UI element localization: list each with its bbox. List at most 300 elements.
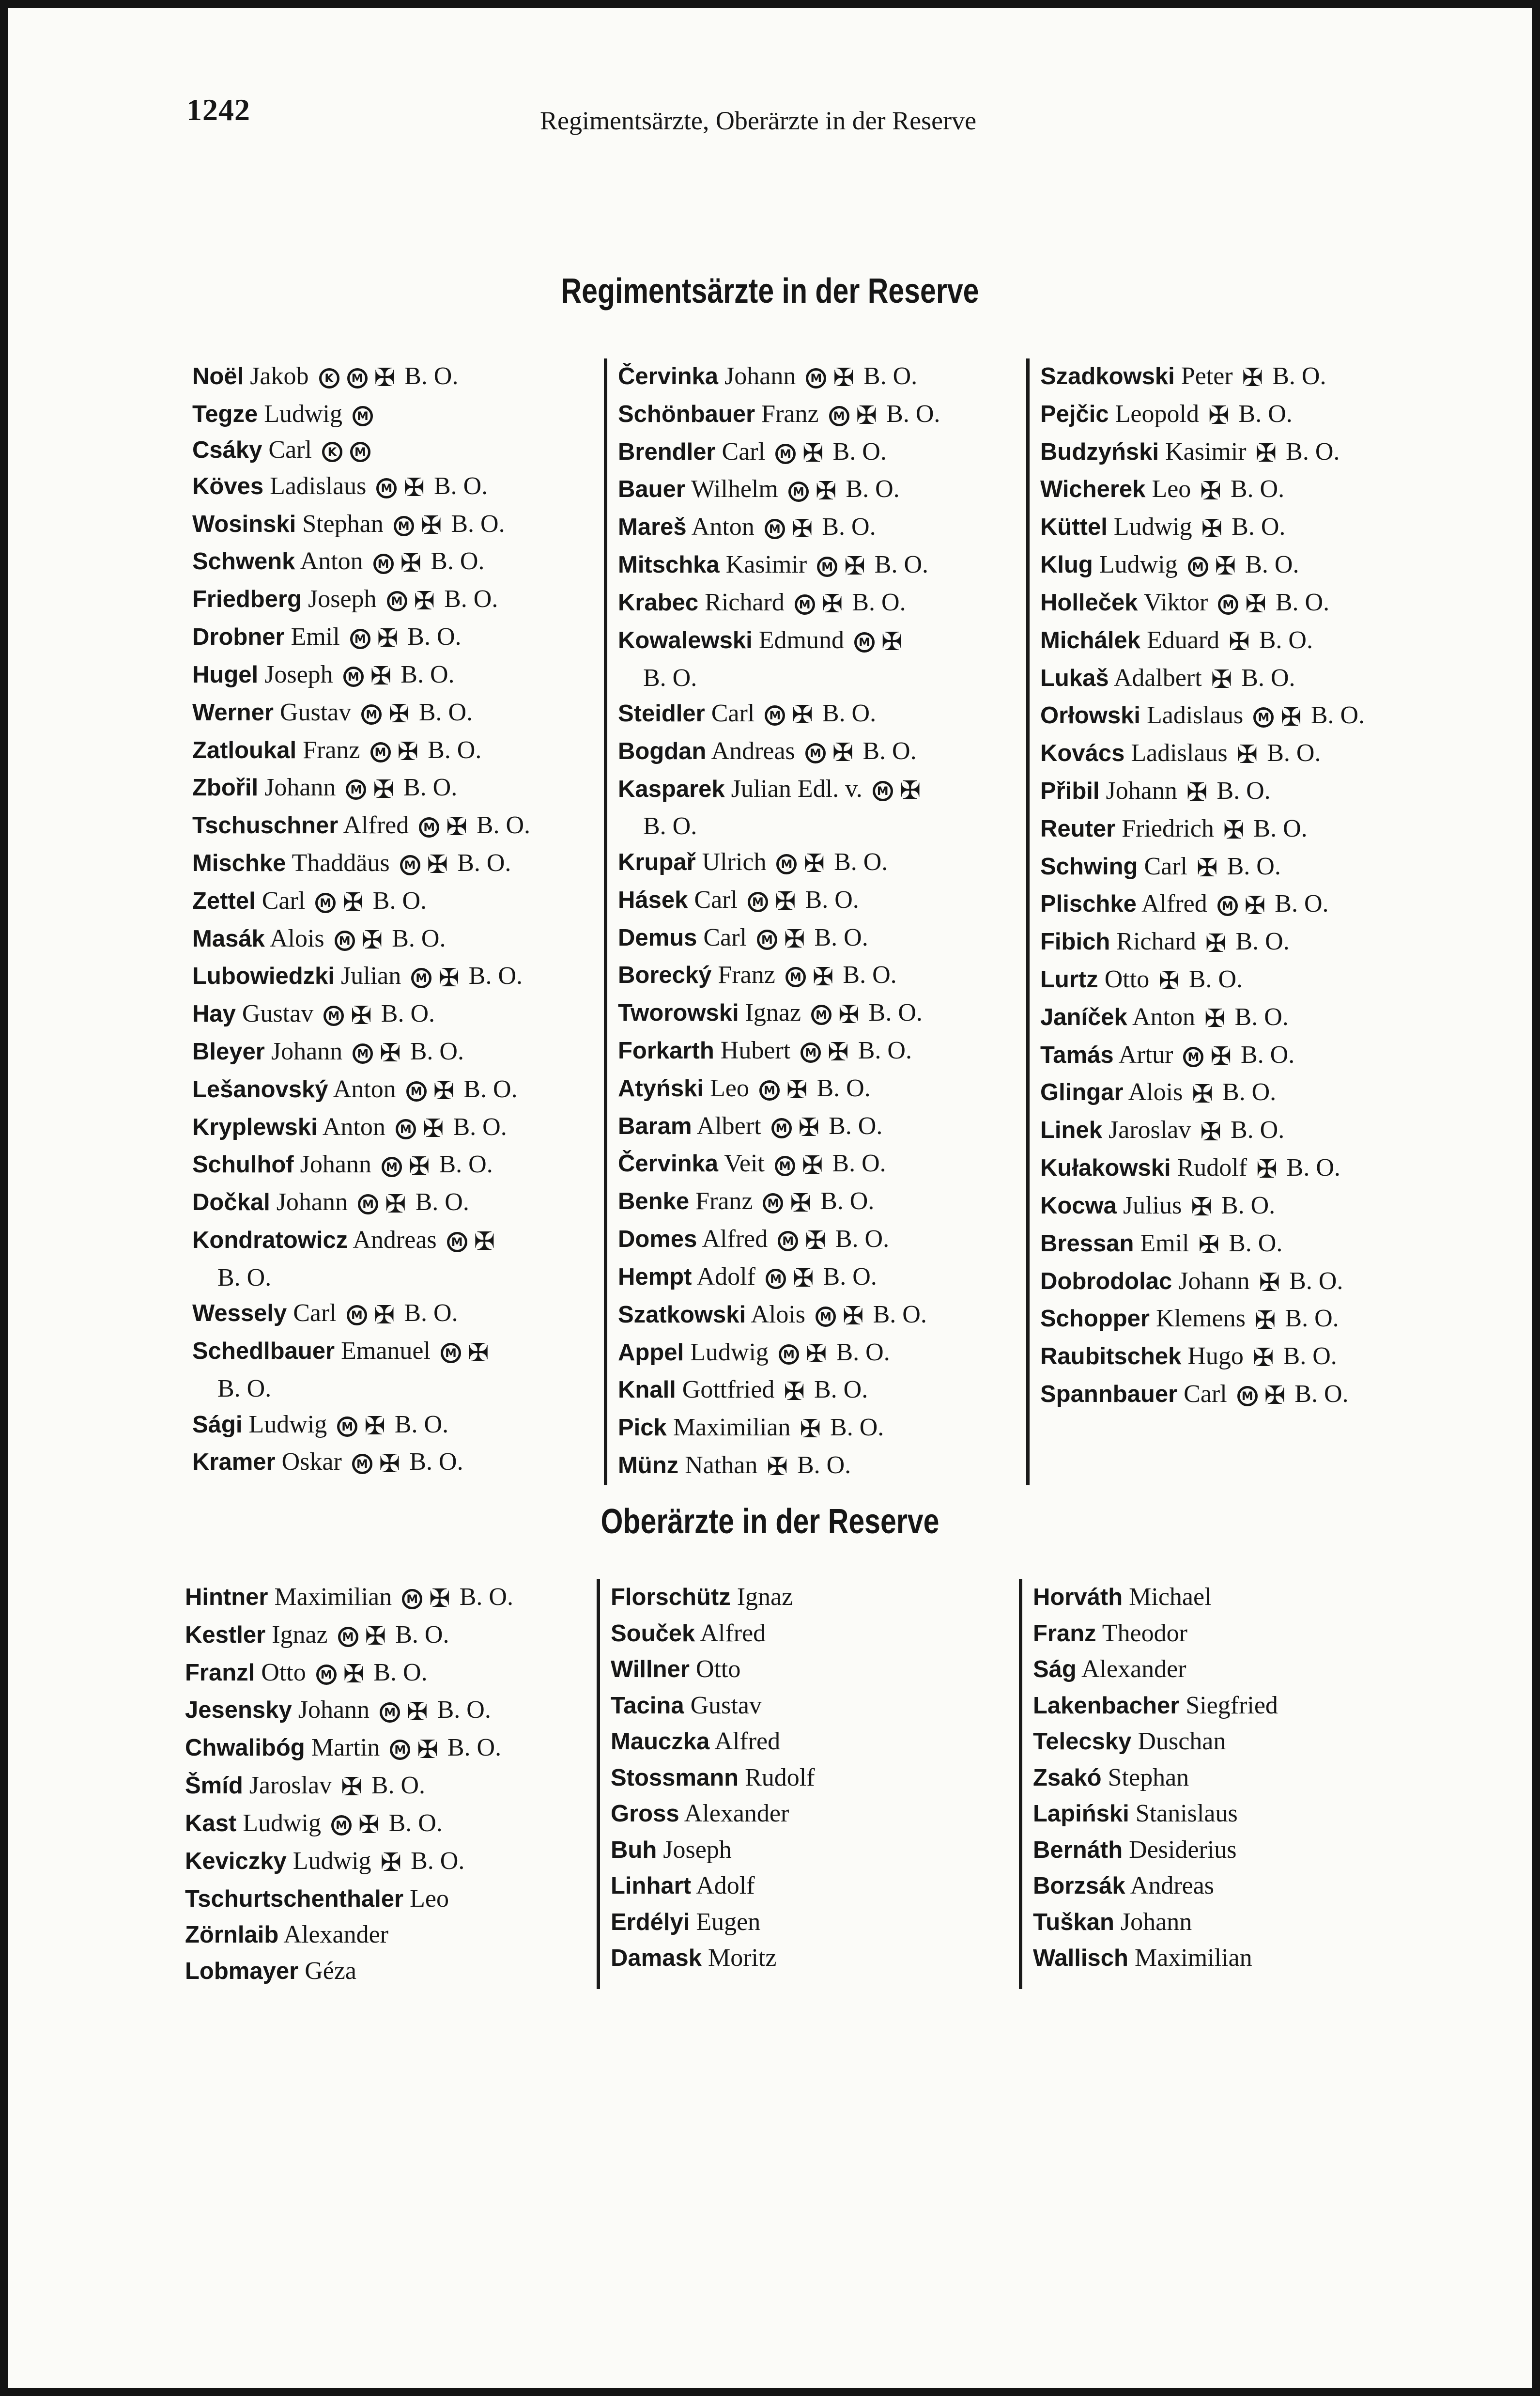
entry-given-name: Duschan (1138, 1727, 1226, 1755)
list-item (618, 509, 1026, 547)
entry-surname: Lešanovský (192, 1076, 328, 1103)
bo-abbrev: B. O. (404, 1299, 458, 1327)
bo-abbrev: B. O. (437, 1696, 491, 1724)
list-item (192, 1371, 604, 1407)
cross-icon: ✠ (828, 1038, 849, 1067)
bo-abbrev: B. O. (415, 1188, 469, 1216)
m-medal-icon: M (447, 1232, 467, 1252)
entry-surname: Mareš (618, 514, 687, 541)
list-item (1040, 1112, 1448, 1150)
regimentsaerzte-columns (182, 358, 1448, 1485)
cross-icon: ✠ (397, 737, 419, 766)
entry-surname: Lurtz (1040, 966, 1098, 993)
entry-surname: Wallisch (1033, 1945, 1128, 1971)
list-item (1040, 471, 1448, 509)
entry-given-name: Ludwig (248, 1410, 327, 1438)
entry-given-name: Jaroslav (249, 1772, 332, 1800)
cross-icon: ✠ (803, 849, 825, 879)
entry-surname: Borecký (618, 962, 712, 989)
list-item (1040, 999, 1448, 1037)
entry-given-name: Ulrich (702, 848, 767, 876)
bo-abbrev: B. O. (468, 962, 523, 990)
entry-given-name: Carl (1144, 852, 1187, 880)
m-medal-icon: M (765, 519, 785, 539)
list-item (1040, 849, 1448, 887)
bo-abbrev: B. O. (814, 1376, 868, 1404)
cross-icon: ✠ (798, 1113, 820, 1142)
bo-abbrev: B. O. (814, 923, 868, 951)
list-item (1040, 1188, 1448, 1226)
entry-surname: Bleyer (192, 1039, 265, 1065)
entry-given-name: Johann (1178, 1267, 1250, 1295)
entry-surname: Baram (618, 1113, 692, 1139)
entry-given-name: Ludwig (1113, 513, 1192, 541)
bo-abbrev: B. O. (392, 924, 446, 952)
list-item (1040, 434, 1448, 472)
list-item (192, 544, 604, 581)
cross-icon: ✠ (1201, 514, 1223, 544)
m-medal-icon: M (811, 1005, 832, 1025)
entry-given-name: Leo (1152, 475, 1191, 503)
cross-icon: ✠ (1200, 1117, 1221, 1147)
entry-surname: Lapiński (1033, 1801, 1129, 1827)
cross-icon: ✠ (786, 1075, 808, 1105)
m-medal-icon: M (338, 1627, 358, 1647)
list-item (618, 547, 1026, 585)
list-item (618, 1259, 1026, 1297)
entry-surname: Kasparek (618, 776, 725, 802)
bo-abbrev: B. O. (447, 1734, 502, 1762)
regimentsaerzte-column-3 (1026, 358, 1448, 1485)
bo-abbrev: B. O. (439, 1151, 493, 1179)
cross-icon: ✠ (899, 776, 921, 805)
bo-abbrev: B. O. (1286, 1154, 1340, 1182)
entry-surname: Bressan (1040, 1230, 1134, 1257)
entry-surname: Domes (618, 1226, 697, 1253)
list-item (1033, 1832, 1441, 1868)
list-item (611, 1760, 1019, 1796)
entry-surname: Lukaš (1040, 665, 1109, 691)
entry-given-name: Ladislaus (1131, 739, 1228, 767)
entry-surname: Klug (1040, 552, 1093, 578)
cross-icon: ✠ (400, 548, 422, 578)
cross-icon: ✠ (1205, 929, 1227, 958)
cross-icon: ✠ (812, 962, 834, 992)
bo-abbrev: B. O. (418, 698, 473, 726)
section-title-oberaerzte: Oberärzte in der Reserve (601, 1502, 939, 1541)
m-medal-icon: M (801, 1042, 821, 1063)
list-item (618, 882, 1026, 920)
list-item (1040, 1226, 1448, 1263)
bo-abbrev: B. O. (463, 1075, 518, 1103)
entry-given-name: Stanislaus (1135, 1800, 1238, 1827)
m-medal-icon: M (376, 478, 397, 498)
entry-given-name: Nathan (685, 1451, 758, 1479)
entry-surname: Küttel (1040, 514, 1108, 541)
m-medal-icon: M (361, 704, 382, 725)
list-item (1040, 773, 1448, 811)
list-item (1040, 358, 1448, 396)
entry-given-name: Emanuel (341, 1337, 431, 1365)
entry-surname: Červinka (618, 1151, 719, 1177)
list-item (618, 733, 1026, 771)
entry-given-name: Carl (703, 923, 747, 951)
cross-icon: ✠ (342, 888, 364, 918)
entry-given-name: Alfred (702, 1225, 768, 1253)
list-item (618, 1221, 1026, 1259)
cross-icon: ✠ (1223, 816, 1245, 845)
entry-surname: Holleček (1040, 589, 1138, 616)
entry-given-name: Franz (761, 400, 819, 428)
cross-icon: ✠ (1198, 1230, 1220, 1260)
bo-abbrev: B. O. (797, 1451, 851, 1479)
m-medal-icon: M (352, 1454, 372, 1474)
entry-given-name: Carl (711, 700, 755, 727)
cross-icon: ✠ (361, 925, 383, 955)
list-item (192, 1260, 604, 1296)
entry-surname: Szadkowski (1040, 363, 1175, 389)
entry-given-name: Maximilian (673, 1414, 791, 1442)
list-item (618, 396, 1026, 434)
entry-surname: Tuškan (1033, 1909, 1114, 1935)
bo-abbrev: B. O. (1286, 437, 1340, 466)
m-medal-icon: M (805, 743, 826, 763)
cross-icon: ✠ (790, 1188, 812, 1218)
entry-given-name: Johann (276, 1188, 348, 1216)
entry-given-name: Viktor (1143, 588, 1208, 616)
cross-icon: ✠ (833, 363, 854, 393)
entry-surname: Schönbauer (618, 401, 755, 427)
m-medal-icon: M (817, 557, 837, 577)
list-item (185, 1692, 597, 1730)
bo-abbrev: B. O. (1238, 400, 1293, 428)
list-item (185, 1843, 597, 1881)
bo-abbrev: B. O. (1230, 475, 1285, 503)
entry-given-name: Artur (1118, 1041, 1173, 1069)
m-medal-icon: M (373, 554, 394, 574)
cross-icon: ✠ (343, 1659, 365, 1689)
entry-surname: Knall (618, 1377, 676, 1403)
entry-surname: Münz (618, 1452, 679, 1478)
entry-given-name: Desiderius (1129, 1836, 1237, 1864)
list-item (192, 921, 604, 959)
cross-icon: ✠ (370, 662, 392, 691)
list-item (192, 1072, 604, 1109)
entry-given-name: Alfred (1141, 890, 1207, 918)
m-medal-icon: M (346, 779, 366, 800)
cross-icon: ✠ (1200, 476, 1221, 506)
list-item (618, 622, 1026, 660)
list-item (1040, 1150, 1448, 1188)
entry-surname: Sági (192, 1411, 243, 1438)
bo-abbrev: B. O. (1221, 1191, 1276, 1219)
list-item (192, 958, 604, 996)
entry-given-name: Leo (410, 1884, 449, 1913)
entry-given-name: Julian (341, 962, 401, 990)
m-medal-icon: M (795, 594, 815, 615)
list-item (1033, 1579, 1441, 1616)
entry-given-name: Franz (303, 736, 360, 764)
entry-surname: Kovács (1040, 740, 1125, 767)
list-item (1040, 1074, 1448, 1112)
oberaerzte-column-2 (597, 1579, 1019, 1989)
list-item (618, 1108, 1026, 1146)
bo-abbrev: B. O. (1241, 664, 1295, 692)
bo-abbrev: B. O. (858, 1037, 912, 1064)
m-medal-icon: M (387, 591, 407, 611)
entry-surname: Atyński (618, 1075, 704, 1102)
entry-given-name: Alfred (700, 1619, 766, 1647)
cross-icon: ✠ (1242, 363, 1263, 393)
cross-icon: ✠ (427, 850, 448, 880)
cross-icon: ✠ (1215, 552, 1236, 581)
m-medal-icon: M (766, 1269, 786, 1289)
list-item (1033, 1724, 1441, 1760)
bo-abbrev: B. O. (1222, 1078, 1277, 1106)
list-item (1040, 924, 1448, 962)
cross-icon: ✠ (784, 924, 805, 954)
list-item (185, 1730, 597, 1768)
m-medal-icon: M (380, 1702, 400, 1723)
entry-given-name: Martin (311, 1734, 380, 1762)
entry-surname: Raubitschek (1040, 1343, 1182, 1370)
entry-surname: Přibil (1040, 778, 1100, 804)
bo-abbrev: B. O. (1253, 814, 1308, 842)
list-item (1040, 547, 1448, 585)
bo-abbrev: B. O. (1245, 551, 1299, 579)
cross-icon: ✠ (388, 700, 410, 729)
list-item (1040, 622, 1448, 660)
m-medal-icon: M (316, 1665, 337, 1685)
list-item (192, 1333, 604, 1371)
list-item (1033, 1616, 1441, 1652)
entry-given-name: Alexander (283, 1921, 388, 1948)
entry-given-name: Anton (300, 547, 363, 576)
cross-icon: ✠ (1208, 401, 1230, 431)
entry-given-name: Carl (262, 887, 306, 915)
list-item (1040, 1263, 1448, 1301)
entry-surname: Budzyński (1040, 438, 1159, 465)
entry-given-name: Carl (293, 1299, 337, 1327)
m-medal-icon: M (323, 1006, 344, 1026)
bo-abbrev: B. O. (431, 547, 485, 576)
page-number: 1242 (186, 93, 250, 127)
entry-surname: Wicherek (1040, 476, 1146, 503)
entry-surname: Schulhof (192, 1151, 294, 1178)
bo-abbrev: B. O. (822, 700, 877, 727)
list-item (1040, 660, 1448, 698)
list-item (192, 619, 604, 657)
entry-given-name: Johann (1106, 777, 1177, 805)
cross-icon: ✠ (784, 1377, 805, 1406)
list-item (1033, 1940, 1441, 1976)
cross-icon: ✠ (420, 511, 442, 540)
entry-surname: Telecsky (1033, 1728, 1132, 1755)
cross-icon: ✠ (800, 1415, 821, 1444)
m-medal-icon: M (1188, 557, 1208, 577)
entry-given-name: Thaddäus (292, 849, 390, 877)
entry-surname: Kondratowicz (192, 1227, 348, 1254)
list-item (1033, 1904, 1441, 1941)
cross-icon: ✠ (374, 363, 396, 393)
regimentsaerzte-column-1 (182, 358, 604, 1485)
cross-icon: ✠ (446, 812, 467, 842)
m-medal-icon: M (419, 817, 439, 838)
entry-given-name: Alois (751, 1300, 805, 1328)
list-item (192, 883, 604, 921)
entry-surname: Zatloukal (192, 737, 297, 763)
bo-abbrev: B. O. (388, 1809, 443, 1837)
entry-given-name: Anton (322, 1113, 385, 1141)
oberaerzte-column-1 (174, 1579, 597, 1989)
list-item (618, 1071, 1026, 1108)
m-medal-icon: M (358, 1194, 378, 1214)
cross-icon: ✠ (467, 1338, 489, 1368)
list-item (192, 468, 604, 506)
entry-surname: Bogdan (618, 738, 707, 764)
entry-surname: Keviczky (185, 1848, 287, 1874)
m-medal-icon: M (1218, 594, 1238, 615)
bo-abbrev: B. O. (862, 737, 917, 765)
m-medal-icon: M (331, 1815, 352, 1836)
bo-abbrev: B. O. (1227, 852, 1281, 880)
entry-surname: Wosinski (192, 511, 296, 537)
entry-given-name: Joseph (663, 1836, 732, 1864)
bo-abbrev: B. O. (409, 1448, 463, 1476)
list-item (1033, 1688, 1441, 1724)
entry-surname: Reuter (1040, 815, 1116, 842)
entry-given-name: Adolf (696, 1262, 755, 1291)
entry-given-name: Carl (268, 436, 312, 464)
entry-surname: Linek (1040, 1117, 1102, 1144)
m-medal-icon: M (765, 705, 785, 726)
list-item (192, 1444, 604, 1482)
k-medal-icon: K (322, 442, 342, 462)
bo-abbrev: B. O. (217, 1263, 272, 1291)
list-item (185, 1953, 597, 1990)
list-item (1040, 396, 1448, 434)
entry-surname: Chwalibóg (185, 1735, 305, 1761)
list-item (618, 844, 1026, 882)
entry-surname: Fibich (1040, 929, 1110, 955)
entry-given-name: Anton (1132, 1003, 1195, 1031)
list-item (192, 1147, 604, 1184)
cross-icon: ✠ (805, 1226, 826, 1256)
entry-given-name: Leo (710, 1074, 749, 1102)
cross-icon: ✠ (856, 401, 878, 431)
bo-abbrev: B. O. (873, 1300, 927, 1328)
bo-abbrev: B. O. (1188, 965, 1243, 993)
cross-icon: ✠ (1259, 1268, 1280, 1297)
entry-given-name: Maximilian (274, 1583, 392, 1611)
entry-surname: Zörnlaib (185, 1922, 279, 1948)
cross-icon: ✠ (1191, 1193, 1212, 1222)
list-item (192, 657, 604, 695)
entry-surname: Appel (618, 1339, 684, 1366)
entry-given-name: Gustav (242, 1000, 314, 1028)
entry-given-name: Friedrich (1122, 814, 1214, 842)
bo-abbrev: B. O. (410, 1038, 464, 1065)
entry-given-name: Ignaz (737, 1583, 793, 1611)
bo-abbrev: B. O. (886, 400, 940, 428)
entry-given-name: Jakob (250, 362, 309, 390)
entry-given-name: Rudolf (745, 1763, 815, 1791)
entry-surname: Hintner (185, 1584, 268, 1610)
list-item (1040, 1376, 1448, 1414)
cross-icon: ✠ (364, 1411, 385, 1441)
bo-abbrev: B. O. (371, 1772, 426, 1800)
entry-given-name: Géza (305, 1957, 356, 1985)
entry-surname: Tamás (1040, 1042, 1114, 1068)
list-item (192, 396, 604, 433)
bo-abbrev: B. O. (1294, 1380, 1349, 1408)
cross-icon: ✠ (791, 514, 813, 544)
cross-icon: ✠ (1255, 438, 1277, 468)
m-medal-icon: M (1183, 1047, 1203, 1067)
list-item (611, 1616, 1019, 1652)
cross-icon: ✠ (792, 700, 813, 730)
entry-given-name: Alexander (1081, 1655, 1186, 1683)
m-medal-icon: M (1217, 896, 1238, 916)
entry-given-name: Franz (718, 961, 775, 989)
entry-surname: Steidler (618, 700, 705, 727)
entry-surname: Janíček (1040, 1004, 1127, 1030)
list-item (618, 995, 1026, 1033)
cross-icon: ✠ (408, 1151, 430, 1181)
list-item (185, 1579, 597, 1617)
entry-surname: Zsakó (1033, 1764, 1102, 1791)
cross-icon: ✠ (1192, 1079, 1213, 1109)
bo-abbrev: B. O. (822, 513, 876, 541)
bo-abbrev: B. O. (643, 664, 697, 692)
entry-surname: Pick (618, 1415, 667, 1441)
entry-given-name: Michael (1129, 1583, 1212, 1611)
oberaerzte-column-3 (1019, 1579, 1441, 1989)
entry-surname: Köves (192, 473, 264, 499)
m-medal-icon: M (854, 632, 875, 653)
bo-abbrev: B. O. (217, 1375, 272, 1402)
list-item (618, 1033, 1026, 1071)
entry-surname: Hempt (618, 1263, 692, 1290)
bo-abbrev: B. O. (843, 961, 897, 989)
bo-abbrev: B. O. (394, 1410, 449, 1438)
entry-given-name: Julius (1123, 1191, 1182, 1219)
entry-surname: Mitschka (618, 552, 720, 578)
list-item (1033, 1651, 1441, 1688)
bo-abbrev: B. O. (433, 472, 488, 500)
list-item (611, 1796, 1019, 1832)
entry-surname: Dobrodolac (1040, 1268, 1172, 1294)
m-medal-icon: M (785, 967, 806, 987)
entry-surname: Gross (611, 1801, 679, 1827)
m-medal-icon: M (759, 1080, 780, 1101)
entry-given-name: Wilhelm (691, 475, 778, 503)
entry-given-name: Alfred (343, 811, 409, 840)
entry-given-name: Maximilian (1134, 1944, 1252, 1972)
entry-surname: Kocwa (1040, 1192, 1117, 1219)
entry-given-name: Emil (291, 623, 340, 651)
entry-given-name: Andreas (711, 737, 795, 765)
m-medal-icon: M (350, 442, 370, 462)
list-item (1040, 962, 1448, 999)
m-medal-icon: M (390, 1740, 410, 1760)
entry-given-name: Johann (264, 774, 336, 802)
entry-surname: Hugel (192, 661, 259, 688)
bo-abbrev: B. O. (868, 999, 923, 1027)
m-medal-icon: M (771, 1118, 792, 1138)
entry-given-name: Adolf (696, 1872, 755, 1899)
cross-icon: ✠ (1280, 702, 1302, 732)
